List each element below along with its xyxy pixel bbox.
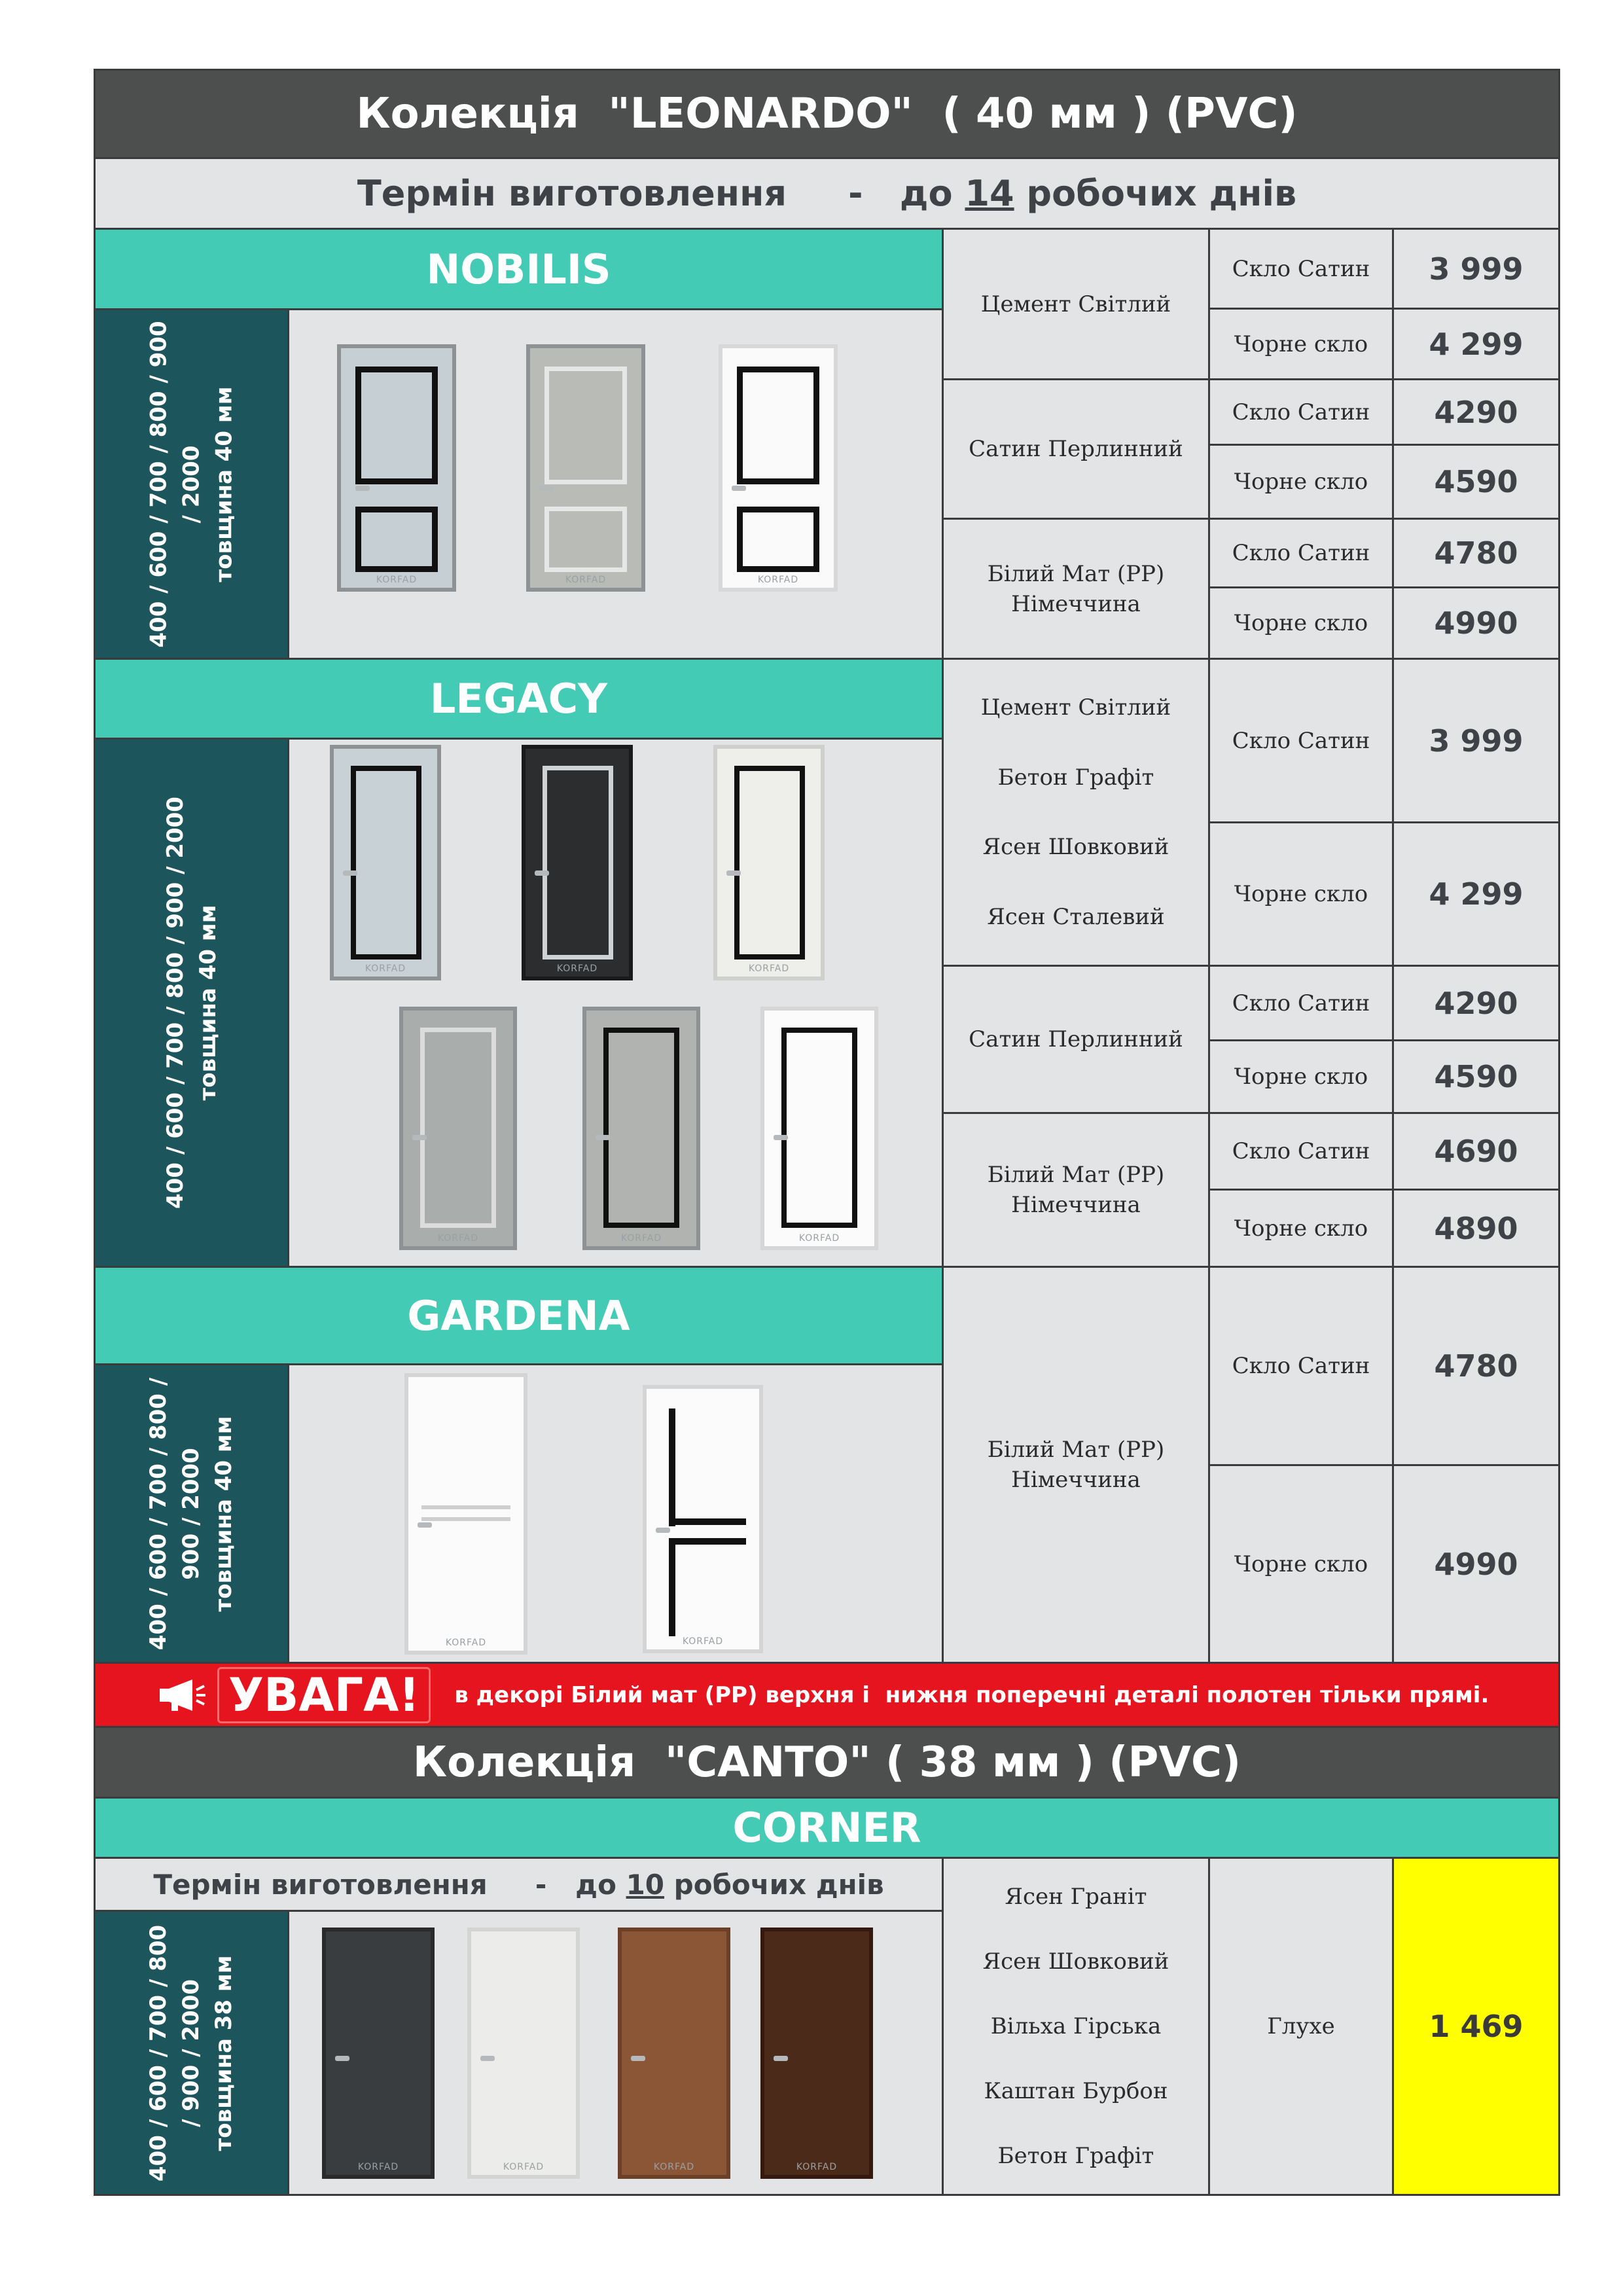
canto-model-name: CORNER	[94, 1797, 1560, 1859]
price-cell: 3 999	[1392, 228, 1560, 310]
price-cell: 3 999	[1392, 658, 1560, 823]
warning-banner	[94, 1662, 1560, 1728]
door-image: KORFAD	[760, 1928, 873, 2179]
nobilis-door-images	[287, 308, 944, 660]
decor-cell: Сатин Перлинний	[942, 965, 1210, 1114]
door-image: KORFAD	[522, 745, 633, 980]
glass-cell: Скло Сатин	[1208, 228, 1394, 310]
nobilis-sizes: 400 / 600 / 700 / 800 / 900 / 2000 товщина 40 мм	[94, 308, 289, 660]
glass-cell: Скло Сатин	[1208, 1266, 1394, 1466]
glass-cell: Скло Сатин	[1208, 518, 1394, 588]
megaphone-icon	[156, 1677, 208, 1713]
price-cell: 4 299	[1392, 308, 1560, 380]
glass-cell: Чорне скло	[1208, 821, 1394, 967]
glass-cell: Чорне скло	[1208, 308, 1394, 380]
decor-cell: Цемент Світлий	[942, 228, 1210, 380]
warning-text: в декорі Білий мат (PP) верхня і нижня поперечні деталі полотен тільки прямі.	[454, 1681, 1489, 1708]
door-image: KORFAD	[582, 1007, 700, 1250]
warning-label: УВАГА!	[217, 1667, 431, 1723]
price-cell: 4590	[1392, 1039, 1560, 1114]
glass-cell: Чорне скло	[1208, 444, 1394, 520]
glass-cell: Глухе	[1208, 1857, 1394, 2196]
gardena-model-name: GARDENA	[94, 1266, 944, 1365]
door-image: KORFAD	[526, 344, 645, 592]
canto-production-term: Термін виготовлення - до 10 робочих днів	[94, 1857, 944, 1912]
door-image: KORFAD	[643, 1385, 763, 1653]
price-cell: 4780	[1392, 1266, 1560, 1466]
decor-cell: Білий Мат (PP) Німеччина	[942, 1266, 1210, 1664]
canto-collection-title: Колекція "CANTO" ( 38 мм ) (PVC)	[94, 1726, 1560, 1799]
decor-cell: Білий Мат (PP) Німеччина	[942, 518, 1210, 660]
price-cell: 4290	[1392, 965, 1560, 1041]
door-image: KORFAD	[467, 1928, 580, 2179]
price-cell: 4590	[1392, 444, 1560, 520]
glass-cell: Чорне скло	[1208, 1039, 1394, 1114]
decor-list-cell: Ясен Граніт Ясен Шовковий Вільха Гірська Каштан Бурбон Бетон Графіт	[942, 1857, 1210, 2196]
legacy-sizes: 400 / 600 / 700 / 800 / 900 / 2000 товщина 40 мм	[94, 738, 289, 1268]
door-image: KORFAD	[404, 1373, 527, 1655]
door-image: KORFAD	[713, 745, 825, 980]
glass-cell: Чорне скло	[1208, 1189, 1394, 1268]
glass-cell: Скло Сатин	[1208, 378, 1394, 446]
decor-cell: Сатин Перлинний	[942, 378, 1210, 520]
canto-door-images	[287, 1910, 944, 2196]
door-image: KORFAD	[399, 1007, 517, 1250]
legacy-door-images	[287, 738, 944, 1268]
decor-group-cell: Цемент Світлий Бетон Графіт Ясен Шовковий Ясен Сталевий	[942, 658, 1210, 967]
price-cell: 4990	[1392, 586, 1560, 660]
glass-cell: Чорне скло	[1208, 1464, 1394, 1664]
leonardo-collection-title: Колекція "LEONARDO" ( 40 мм ) (PVC)	[94, 69, 1560, 159]
canto-sizes: 400 / 600 / 700 / 800 / 900 / 2000 товщина 38 мм	[94, 1910, 289, 2196]
legacy-model-name: LEGACY	[94, 658, 944, 740]
gardena-sizes: 400 / 600 / 700 / 800 / 900 / 2000 товщина 40 мм	[94, 1363, 289, 1664]
door-image: KORFAD	[322, 1928, 435, 2179]
door-image: KORFAD	[719, 344, 838, 592]
door-image: KORFAD	[618, 1928, 730, 2179]
door-image: KORFAD	[337, 344, 456, 592]
price-cell: 4890	[1392, 1189, 1560, 1268]
price-cell: 4990	[1392, 1464, 1560, 1664]
glass-cell: Скло Сатин	[1208, 965, 1394, 1041]
door-image: KORFAD	[760, 1007, 878, 1250]
decor-cell: Білий Мат (PP) Німеччина	[942, 1112, 1210, 1268]
price-cell: 4690	[1392, 1112, 1560, 1191]
glass-cell: Скло Сатин	[1208, 658, 1394, 823]
price-cell: 4 299	[1392, 821, 1560, 967]
glass-cell: Скло Сатин	[1208, 1112, 1394, 1191]
price-cell: 4780	[1392, 518, 1560, 588]
gardena-door-images	[287, 1363, 944, 1664]
leonardo-production-term: Термін виготовлення - до 14 робочих днів	[94, 157, 1560, 230]
door-image: KORFAD	[330, 745, 441, 980]
glass-cell: Чорне скло	[1208, 586, 1394, 660]
price-cell: 1 469	[1392, 1857, 1560, 2196]
nobilis-model-name: NOBILIS	[94, 228, 944, 310]
price-cell: 4290	[1392, 378, 1560, 446]
